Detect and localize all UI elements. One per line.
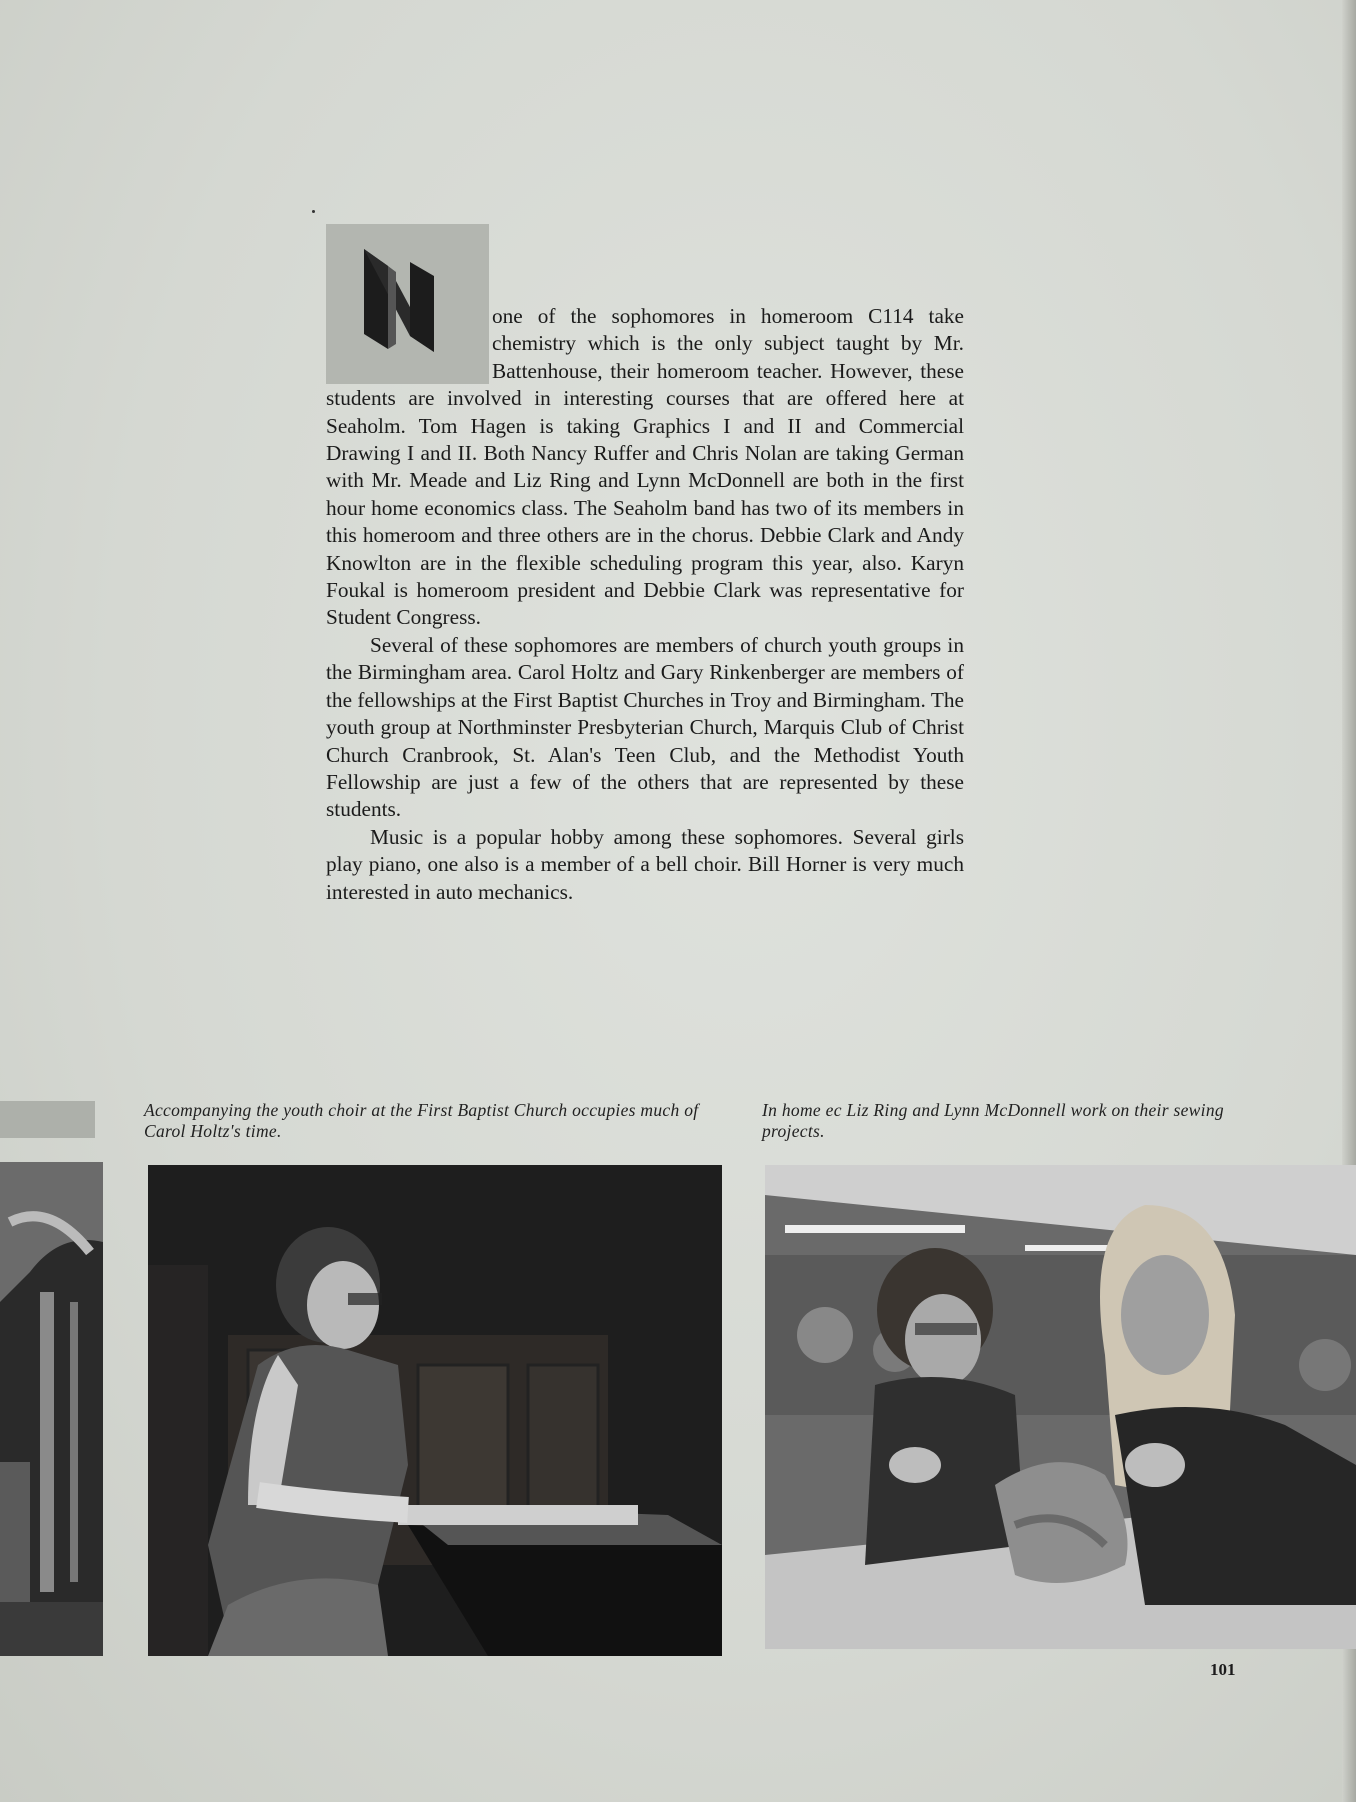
photo-sewing-class xyxy=(765,1165,1356,1649)
article-body xyxy=(326,303,964,906)
paragraph-2: Several of these sophomores are members of church youth groups in the Birmingham area. Carol Holtz and Gary Rinkenberger are members of the fellowships at the First Baptist Churches in Troy and Birmingham. The youth group at Northminster Presbyterian Church, Marquis Club of Christ Church Cranbrook, St. Alan's Teen Club, and the Methodist Youth Fellowship are just a few of the others that are represented by these students. xyxy=(326,632,964,822)
caption-sewing: In home ec Liz Ring and Lynn McDonnell work on their sewing projects. xyxy=(762,1100,1224,1141)
ink-speck xyxy=(312,210,315,213)
paragraph-1 xyxy=(326,303,964,632)
caption-piano: Accompanying the youth choir at the First Baptist Church occupies much of Carol Holtz's time. xyxy=(144,1100,699,1141)
photo-partial-left xyxy=(0,1162,103,1656)
gray-tab xyxy=(0,1101,95,1138)
dropcap-spacer xyxy=(326,303,492,383)
photo-piano-player xyxy=(148,1165,722,1656)
paragraph-3: Music is a popular hobby among these sophomores. Several girls play piano, one also is a member of a bell choir. Bill Horner is very much interested in auto mechanics. xyxy=(326,824,964,904)
page-number: 101 xyxy=(1210,1660,1236,1679)
paragraph-1-text: one of the sophomores in homeroom C114 take chemistry which is the only subject taught by Mr. Battenhouse, their homeroom teacher. However, these students are involved in interesting courses that are offered here at Seaholm. Tom Hagen is taking Graphics I and II and Commercial Drawing I and II. Both Nancy Ruffer and Chris Nolan are taking German with Mr. Meade and Liz Ring and Lynn McDonnell are both in the first hour home economics class. The Seaholm band has two of its members in this homeroom and three others are in the chorus. Debbie Clark and Andy Knowlton are in the flexible scheduling program this year, also. Karyn Foukal is homeroom president and Debbie Clark was representative for Student Congress. xyxy=(326,304,964,630)
